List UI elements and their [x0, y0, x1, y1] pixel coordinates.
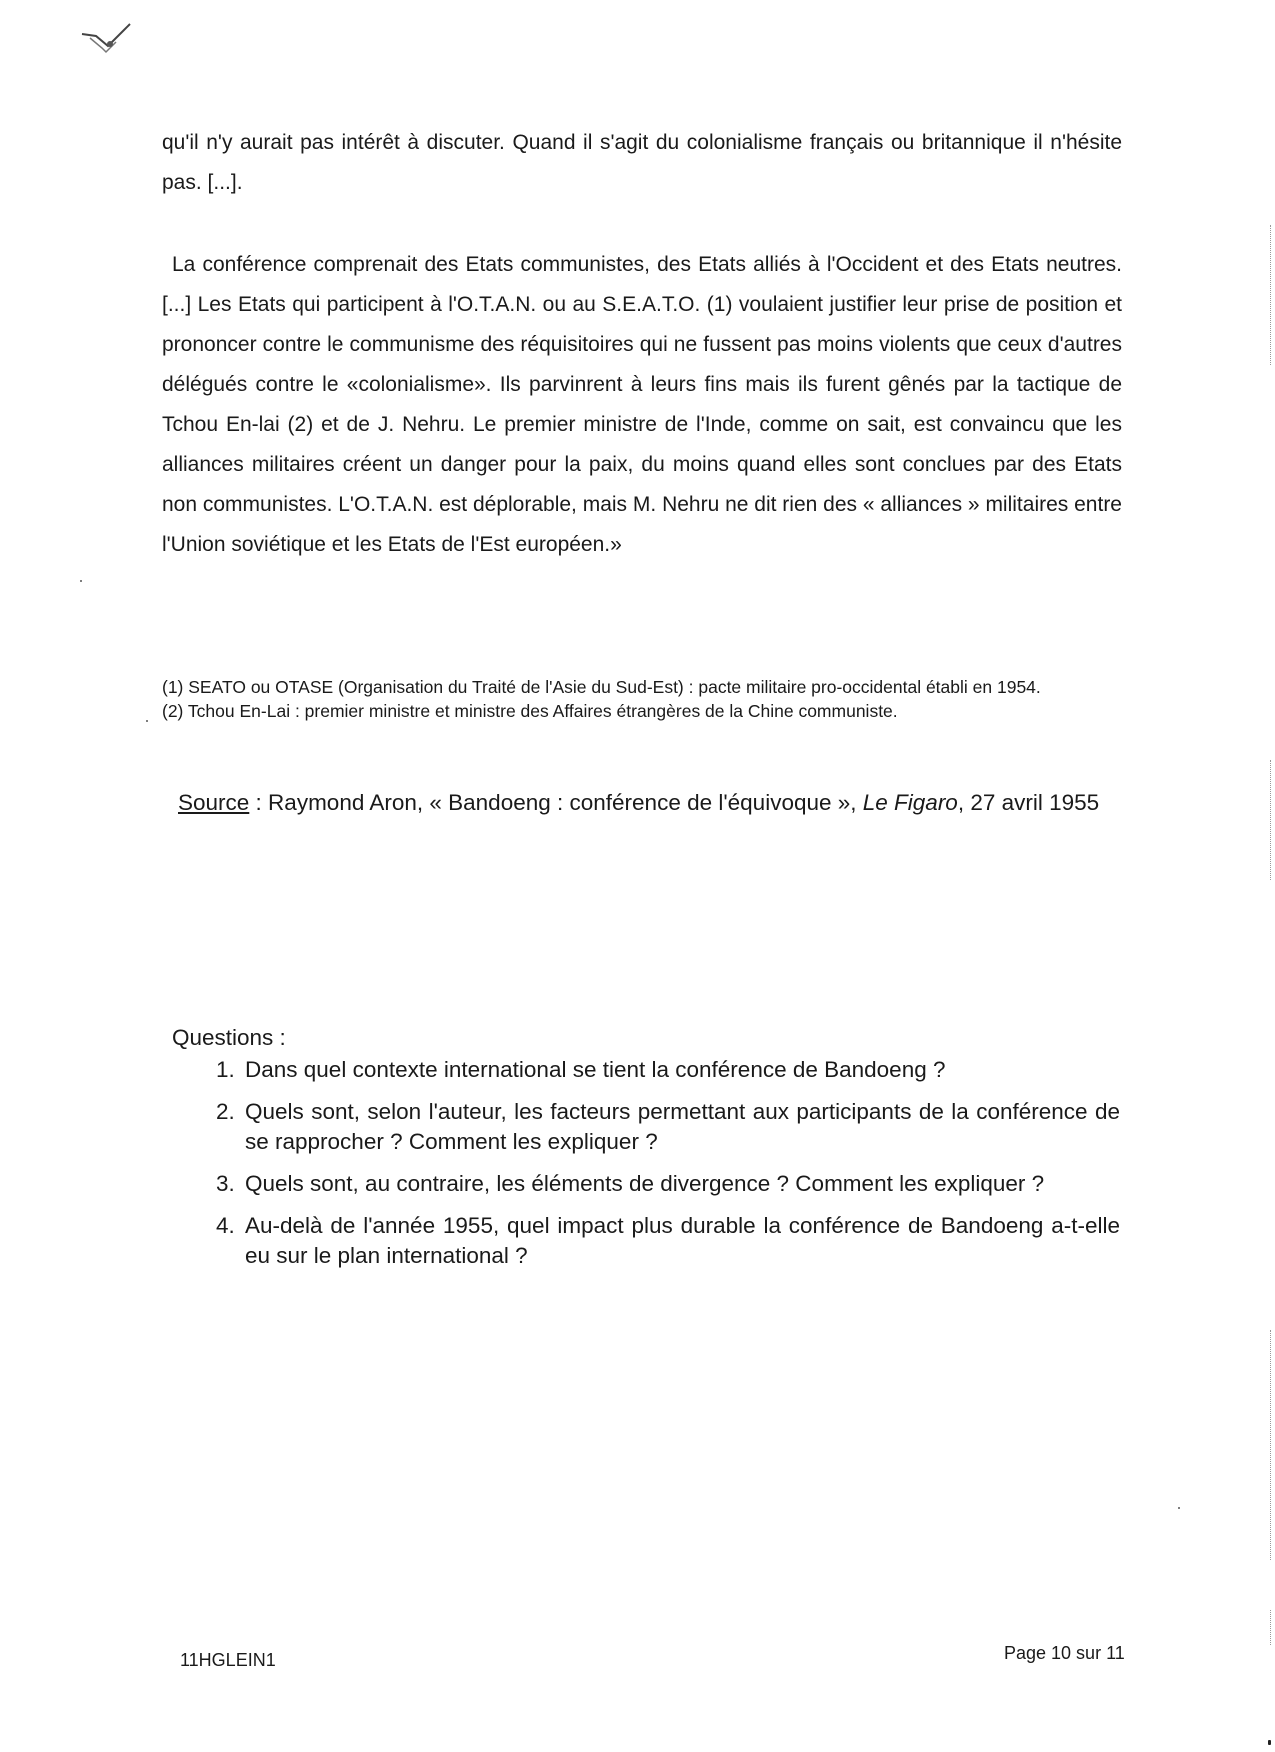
source-label: Source	[178, 790, 250, 815]
paragraph-continuation	[162, 123, 1122, 203]
document-code: 11HGLEIN1	[180, 1650, 276, 1670]
footnote-1: (1) SEATO ou OTASE (Organisation du Traité de l'Asie du Sud-Est) : pacte militaire pro-occidental établi en 1954.	[162, 677, 1041, 697]
scan-staple-mark	[72, 16, 142, 56]
question-text: Dans quel contexte international se tient la conférence de Bandoeng ?	[245, 1057, 946, 1082]
question-number: 4.	[216, 1213, 235, 1238]
question-item	[216, 1169, 1132, 1199]
question-item	[216, 1055, 1132, 1085]
scan-speck	[1268, 1740, 1271, 1745]
paragraph-2: La conférence comprenait des Etats communistes, des Etats alliés à l'Occident et des Etats neutres. [...] Les Etats qui participent à l'O.T.A.N. ou au S.E.A.T.O. (1) voulaient justifier leur prise de position et prononcer contre le communisme des réquisitoires qui ne fussent pas moins violents que ceux d'autres délégués contre le «colonialisme». Ils parvinrent à leurs fins mais ils furent gênés par la tactique de Tchou En-lai (2) et de J. Nehru. Le premier ministre de l'Inde, comme on sait, est convaincu que les alliances militaires créent un danger pour la paix, du moins quand elles sont conclues par des Etats non communistes. L'O.T.A.N. est déplorable, mais M. Nehru ne dit rien des « alliances » militaires entre l'Union soviétique et les Etats de l'Est européen.»	[162, 253, 1122, 556]
scan-edge-artifact	[1270, 225, 1271, 365]
source-date: , 27 avril 1955	[957, 790, 1100, 815]
page-number: Page 10 sur 11	[1004, 1643, 1125, 1663]
questions-heading: Questions :	[172, 1025, 286, 1050]
question-number: 1.	[216, 1057, 235, 1082]
scan-edge-artifact	[1270, 1610, 1271, 1645]
footnote-2: (2) Tchou En-Lai : premier ministre et ministre des Affaires étrangères de la Chine communiste.	[162, 701, 898, 721]
question-item	[216, 1211, 1132, 1271]
question-text: Au-delà de l'année 1955, quel impact plus durable la conférence de Bandoeng a-t-elle eu sur le plan international ?	[245, 1213, 1120, 1268]
question-item	[216, 1097, 1132, 1157]
footnotes	[162, 676, 1122, 722]
scan-edge-artifact	[1270, 760, 1271, 880]
scan-edge-artifact	[1270, 1330, 1271, 1560]
source-author-title: : Raymond Aron, « Bandoeng : conférence de l'équivoque »,	[249, 790, 863, 815]
question-text: Quels sont, selon l'auteur, les facteurs permettant aux participants de la conférence de se rapprocher ? Comment les expliquer ?	[245, 1099, 1120, 1154]
question-number: 3.	[216, 1171, 235, 1196]
scan-speck	[1178, 1507, 1180, 1509]
question-text: Quels sont, au contraire, les éléments de divergence ? Comment les expliquer ?	[245, 1171, 1045, 1196]
paragraph-conference	[162, 245, 1122, 565]
source-citation	[162, 788, 1138, 818]
questions-section	[162, 1023, 1132, 1271]
question-number: 2.	[216, 1099, 235, 1124]
paragraph-1: qu'il n'y aurait pas intérêt à discuter. Quand il s'agit du colonialisme français ou britannique il n'hésite pas. [...].	[162, 131, 1122, 194]
questions-list	[172, 1055, 1132, 1271]
source-newspaper: Le Figaro	[862, 790, 958, 815]
scan-speck	[146, 720, 148, 722]
scan-speck	[80, 580, 82, 582]
